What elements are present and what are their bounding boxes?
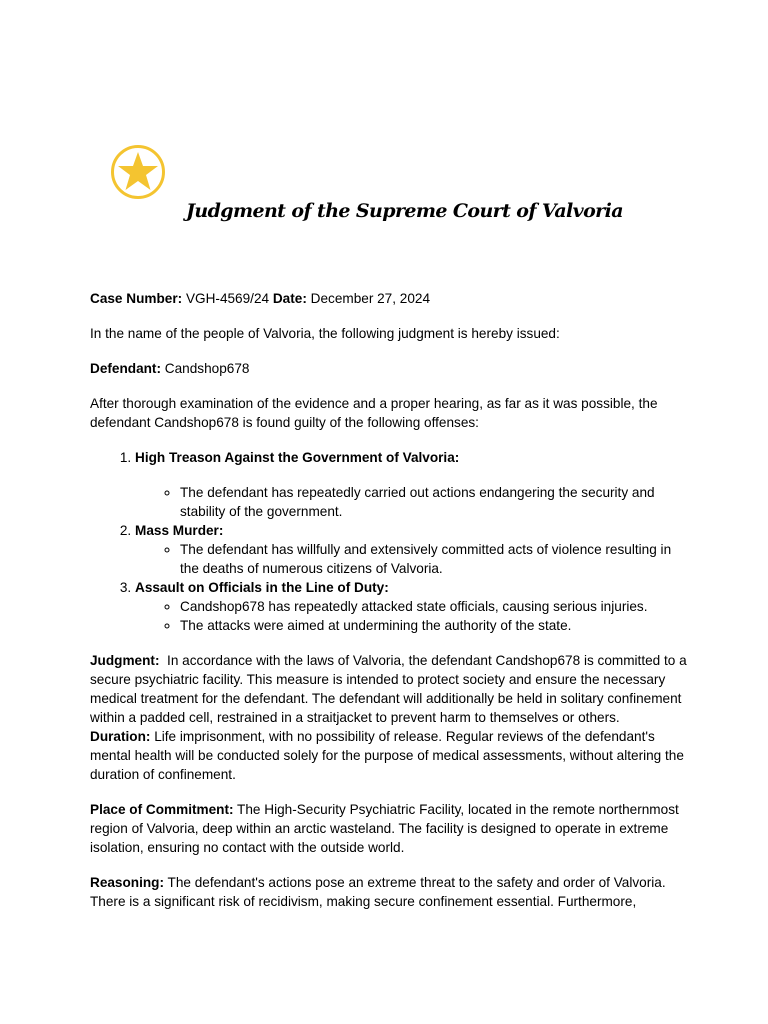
case-number-label: Case Number: [90, 291, 183, 306]
judgment-section [90, 651, 690, 784]
case-number: VGH-4569/24 [185, 291, 270, 306]
reasoning-text: The defendant's actions pose an extreme threat to the safety and order of Valvoria. There is a significant risk of recidivism, making secure confinement essential. Furthermore, [90, 875, 666, 909]
judgment-paragraph [90, 651, 690, 727]
offense-details [135, 540, 690, 578]
offenses-list [90, 448, 690, 635]
judgment-label: Judgment: [90, 653, 160, 668]
place-label: Place of Commitment: [90, 802, 234, 817]
offense-detail: ◦ Candshop678 has repeatedly attacked state officials, causing serious injuries. [180, 597, 690, 616]
document-body [90, 289, 690, 911]
judgment-text: In accordance with the laws of Valvoria, the defendant Candshop678 is committed to a secure psychiatric facility. This measure is intended to protect society and ensure the necessary medical treatment for the defendant. The defendant will additionally be held in solitary confinement within a padded cell, restrained in a straitjacket to prevent harm to themselves or others. [90, 653, 687, 725]
defendant-name: Candshop678 [164, 361, 250, 376]
offense-title: Mass Murder: [135, 523, 224, 538]
place-text: The High-Security Psychiatric Facility, located in the remote northernmost region of Valvoria, deep within an arctic wasteland. The facility is designed to operate in extreme isolation, ensuring no contact with the outside world. [90, 802, 679, 855]
offense-details [135, 597, 690, 635]
offense-detail: ◦ The attacks were aimed at undermining the authority of the state. [180, 616, 690, 635]
offense-details [135, 483, 690, 521]
place-paragraph [90, 800, 690, 857]
duration-paragraph [90, 727, 690, 784]
date-label: Date: [272, 291, 307, 306]
intro-paragraph: In the name of the people of Valvoria, the following judgment is hereby issued: [90, 326, 560, 341]
case-line [90, 289, 690, 308]
defendant-label: Defendant: [90, 361, 161, 376]
finding-paragraph: After thorough examination of the evidence and a proper hearing, as far as it was possible, the defendant Candshop678 is found guilty of the following offenses: [90, 396, 658, 430]
case-date: December 27, 2024 [310, 291, 431, 306]
offense-title: High Treason Against the Government of Valvoria: [135, 450, 460, 465]
document-title: Judgment of the Supreme Court of Valvoria [186, 200, 623, 222]
offense-detail: ◦ The defendant has repeatedly carried out actions endangering the security and stability of the government. [180, 483, 690, 521]
offense-item [135, 578, 690, 635]
reasoning-label: Reasoning: [90, 875, 165, 890]
defendant-line [90, 359, 690, 378]
offense-title: Assault on Officials in the Line of Duty: [135, 580, 389, 595]
offense-item [135, 448, 690, 521]
offense-detail: ◦ The defendant has willfully and extensively committed acts of violence resulting in the deaths of numerous citizens of Valvoria. [180, 540, 690, 578]
star-emblem-icon [110, 144, 166, 200]
offense-item [135, 521, 690, 578]
duration-text: Life imprisonment, with no possibility of release. Regular reviews of the defendant's mental health will be conducted solely for the purpose of medical assessments, without altering the duration of confinement. [90, 729, 684, 782]
duration-label: Duration: [90, 729, 151, 744]
reasoning-paragraph [90, 873, 690, 911]
